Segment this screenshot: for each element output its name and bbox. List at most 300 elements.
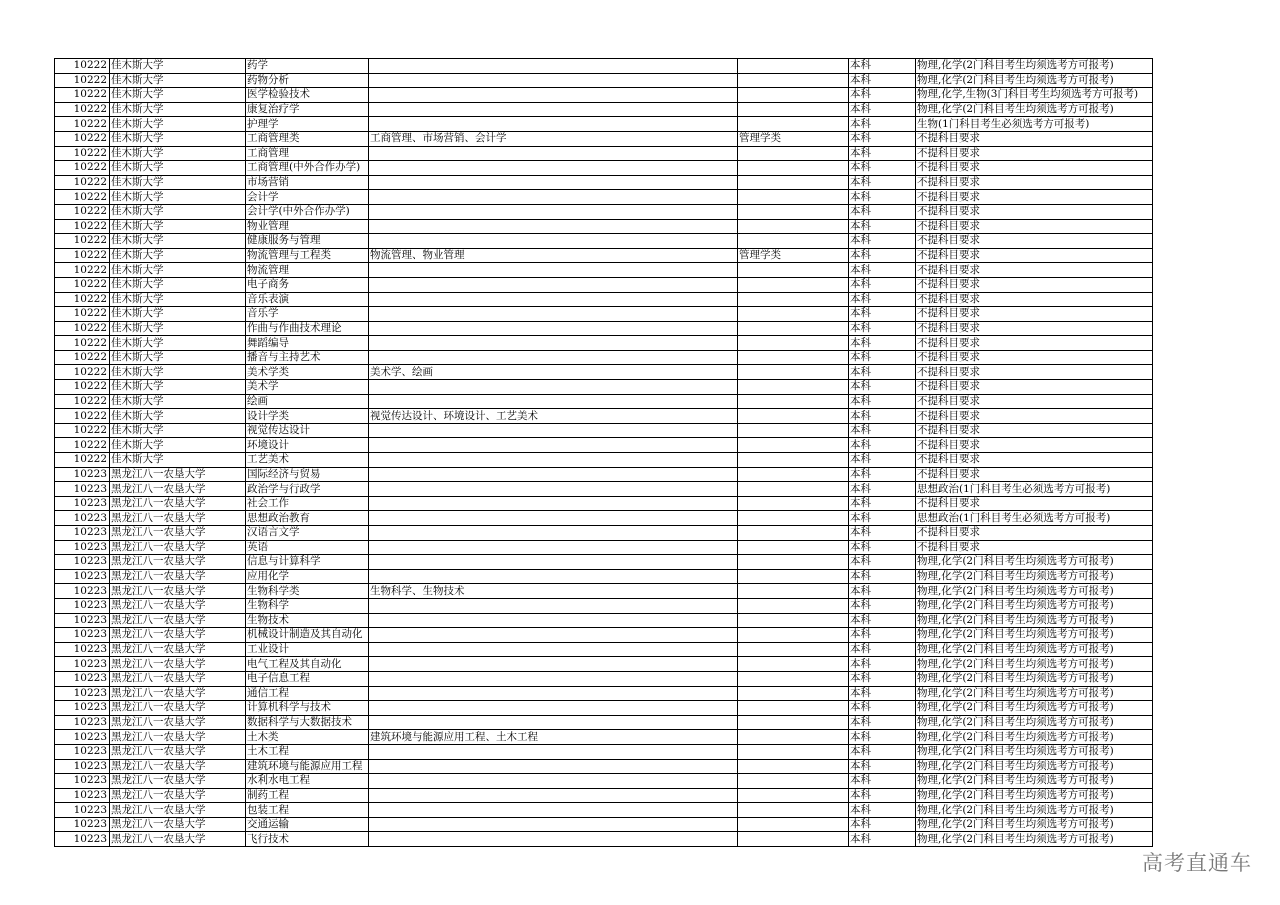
major-name-cell: 音乐表演	[246, 292, 369, 307]
included-majors-cell	[369, 453, 738, 468]
included-majors-cell	[369, 774, 738, 789]
school-name-cell: 佳木斯大学	[110, 263, 246, 278]
subject-requirement-cell: 不提科目要求	[916, 394, 1153, 409]
level-cell: 本科	[849, 744, 916, 759]
included-majors-cell	[369, 482, 738, 497]
category-cell	[738, 453, 849, 468]
school-code-cell: 10222	[55, 190, 110, 205]
subject-requirement-cell: 物理,化学(2门科目考生均须选考方可报考)	[916, 817, 1153, 832]
school-name-cell: 佳木斯大学	[110, 394, 246, 409]
level-cell: 本科	[849, 569, 916, 584]
school-name-cell: 黑龙江八一农垦大学	[110, 817, 246, 832]
category-cell	[738, 803, 849, 818]
included-majors-cell	[369, 569, 738, 584]
table-row	[55, 380, 1153, 395]
level-cell: 本科	[849, 204, 916, 219]
level-cell: 本科	[849, 715, 916, 730]
included-majors-cell	[369, 671, 738, 686]
level-cell: 本科	[849, 248, 916, 263]
subject-requirement-cell: 不提科目要求	[916, 321, 1153, 336]
school-code-cell: 10223	[55, 598, 110, 613]
category-cell	[738, 686, 849, 701]
included-majors-cell	[369, 380, 738, 395]
school-code-cell: 10222	[55, 365, 110, 380]
school-code-cell: 10223	[55, 526, 110, 541]
school-name-cell: 佳木斯大学	[110, 292, 246, 307]
table-row	[55, 788, 1153, 803]
included-majors-cell	[369, 686, 738, 701]
category-cell	[738, 88, 849, 103]
table-row	[55, 409, 1153, 424]
major-name-cell: 工商管理(中外合作办学)	[246, 161, 369, 176]
school-code-cell: 10222	[55, 321, 110, 336]
level-cell: 本科	[849, 234, 916, 249]
included-majors-cell	[369, 277, 738, 292]
included-majors-cell: 建筑环境与能源应用工程、土木工程	[369, 730, 738, 745]
subject-requirement-cell: 思想政治(1门科目考生必须选考方可报考)	[916, 511, 1153, 526]
subject-requirement-cell: 物理,化学(2门科目考生均须选考方可报考)	[916, 832, 1153, 847]
school-name-cell: 黑龙江八一农垦大学	[110, 759, 246, 774]
table-row	[55, 263, 1153, 278]
school-code-cell: 10222	[55, 117, 110, 132]
school-name-cell: 黑龙江八一农垦大学	[110, 788, 246, 803]
school-code-cell: 10222	[55, 161, 110, 176]
school-code-cell: 10223	[55, 817, 110, 832]
included-majors-cell	[369, 598, 738, 613]
school-name-cell: 黑龙江八一农垦大学	[110, 496, 246, 511]
subject-requirement-cell: 物理,化学(2门科目考生均须选考方可报考)	[916, 715, 1153, 730]
table-row	[55, 73, 1153, 88]
category-cell	[738, 569, 849, 584]
included-majors-cell	[369, 526, 738, 541]
level-cell: 本科	[849, 146, 916, 161]
school-name-cell: 佳木斯大学	[110, 277, 246, 292]
major-name-cell: 舞蹈编导	[246, 336, 369, 351]
major-name-cell: 物业管理	[246, 219, 369, 234]
major-name-cell: 电气工程及其自动化	[246, 657, 369, 672]
level-cell: 本科	[849, 336, 916, 351]
major-name-cell: 视觉传达设计	[246, 423, 369, 438]
included-majors-cell	[369, 59, 738, 74]
level-cell: 本科	[849, 774, 916, 789]
major-name-cell: 康复治疗学	[246, 102, 369, 117]
table-row	[55, 453, 1153, 468]
school-code-cell: 10223	[55, 715, 110, 730]
table-row	[55, 540, 1153, 555]
major-name-cell: 飞行技术	[246, 832, 369, 847]
table-row	[55, 744, 1153, 759]
category-cell	[738, 715, 849, 730]
included-majors-cell	[369, 307, 738, 322]
table-row	[55, 307, 1153, 322]
subject-requirement-cell: 不提科目要求	[916, 423, 1153, 438]
level-cell: 本科	[849, 788, 916, 803]
category-cell	[738, 423, 849, 438]
table-row	[55, 394, 1153, 409]
category-cell	[738, 409, 849, 424]
school-name-cell: 黑龙江八一农垦大学	[110, 715, 246, 730]
table-row	[55, 234, 1153, 249]
table-row	[55, 701, 1153, 716]
major-name-cell: 绘画	[246, 394, 369, 409]
table-row	[55, 774, 1153, 789]
level-cell: 本科	[849, 394, 916, 409]
school-code-cell: 10223	[55, 803, 110, 818]
level-cell: 本科	[849, 642, 916, 657]
included-majors-cell: 物流管理、物业管理	[369, 248, 738, 263]
school-name-cell: 佳木斯大学	[110, 175, 246, 190]
level-cell: 本科	[849, 555, 916, 570]
included-majors-cell	[369, 613, 738, 628]
subject-requirement-cell: 不提科目要求	[916, 467, 1153, 482]
school-code-cell: 10223	[55, 730, 110, 745]
subject-requirement-cell: 不提科目要求	[916, 307, 1153, 322]
level-cell: 本科	[849, 613, 916, 628]
major-name-cell: 工艺美术	[246, 453, 369, 468]
level-cell: 本科	[849, 686, 916, 701]
subject-requirement-cell: 不提科目要求	[916, 438, 1153, 453]
major-name-cell: 电子信息工程	[246, 671, 369, 686]
table-row	[55, 657, 1153, 672]
school-code-cell: 10222	[55, 204, 110, 219]
school-code-cell: 10222	[55, 175, 110, 190]
level-cell: 本科	[849, 657, 916, 672]
school-name-cell: 佳木斯大学	[110, 453, 246, 468]
school-code-cell: 10223	[55, 759, 110, 774]
category-cell	[738, 263, 849, 278]
category-cell	[738, 540, 849, 555]
table-row	[55, 146, 1153, 161]
table-row	[55, 511, 1153, 526]
school-code-cell: 10222	[55, 131, 110, 146]
subject-requirement-cell: 不提科目要求	[916, 131, 1153, 146]
level-cell: 本科	[849, 730, 916, 745]
school-code-cell: 10222	[55, 102, 110, 117]
level-cell: 本科	[849, 350, 916, 365]
table-row	[55, 628, 1153, 643]
school-code-cell: 10222	[55, 307, 110, 322]
level-cell: 本科	[849, 453, 916, 468]
school-code-cell: 10223	[55, 540, 110, 555]
included-majors-cell	[369, 292, 738, 307]
school-name-cell: 黑龙江八一农垦大学	[110, 803, 246, 818]
category-cell	[738, 628, 849, 643]
school-name-cell: 黑龙江八一农垦大学	[110, 598, 246, 613]
major-name-cell: 计算机科学与技术	[246, 701, 369, 716]
category-cell	[738, 175, 849, 190]
school-name-cell: 佳木斯大学	[110, 365, 246, 380]
level-cell: 本科	[849, 73, 916, 88]
level-cell: 本科	[849, 131, 916, 146]
category-cell	[738, 730, 849, 745]
school-name-cell: 佳木斯大学	[110, 59, 246, 74]
major-name-cell: 会计学	[246, 190, 369, 205]
level-cell: 本科	[849, 438, 916, 453]
school-code-cell: 10223	[55, 511, 110, 526]
category-cell	[738, 219, 849, 234]
subject-requirement-cell: 不提科目要求	[916, 336, 1153, 351]
category-cell	[738, 511, 849, 526]
level-cell: 本科	[849, 540, 916, 555]
table-row	[55, 671, 1153, 686]
included-majors-cell	[369, 788, 738, 803]
table-row	[55, 555, 1153, 570]
school-name-cell: 黑龙江八一农垦大学	[110, 657, 246, 672]
category-cell	[738, 642, 849, 657]
school-name-cell: 佳木斯大学	[110, 438, 246, 453]
category-cell	[738, 59, 849, 74]
major-name-cell: 工业设计	[246, 642, 369, 657]
subject-requirement-cell: 物理,化学(2门科目考生均须选考方可报考)	[916, 555, 1153, 570]
school-code-cell: 10222	[55, 88, 110, 103]
school-name-cell: 黑龙江八一农垦大学	[110, 774, 246, 789]
school-code-cell: 10222	[55, 350, 110, 365]
school-name-cell: 佳木斯大学	[110, 321, 246, 336]
included-majors-cell	[369, 321, 738, 336]
subject-requirement-cell: 不提科目要求	[916, 496, 1153, 511]
included-majors-cell	[369, 540, 738, 555]
table-row	[55, 730, 1153, 745]
included-majors-cell	[369, 496, 738, 511]
level-cell: 本科	[849, 161, 916, 176]
category-cell: 管理学类	[738, 248, 849, 263]
level-cell: 本科	[849, 307, 916, 322]
school-name-cell: 黑龙江八一农垦大学	[110, 482, 246, 497]
major-name-cell: 音乐学	[246, 307, 369, 322]
included-majors-cell	[369, 744, 738, 759]
table-row	[55, 175, 1153, 190]
subject-requirement-cell: 物理,化学(2门科目考生均须选考方可报考)	[916, 613, 1153, 628]
major-name-cell: 医学检验技术	[246, 88, 369, 103]
major-name-cell: 包装工程	[246, 803, 369, 818]
level-cell: 本科	[849, 175, 916, 190]
school-name-cell: 佳木斯大学	[110, 307, 246, 322]
school-code-cell: 10223	[55, 701, 110, 716]
included-majors-cell: 美术学、绘画	[369, 365, 738, 380]
category-cell	[738, 190, 849, 205]
school-code-cell: 10223	[55, 555, 110, 570]
category-cell	[738, 438, 849, 453]
school-code-cell: 10222	[55, 277, 110, 292]
major-name-cell: 英语	[246, 540, 369, 555]
subject-requirement-cell: 物理,化学(2门科目考生均须选考方可报考)	[916, 102, 1153, 117]
major-name-cell: 生物技术	[246, 613, 369, 628]
school-name-cell: 佳木斯大学	[110, 131, 246, 146]
subject-requirement-cell: 物理,化学(2门科目考生均须选考方可报考)	[916, 671, 1153, 686]
major-name-cell: 美术学	[246, 380, 369, 395]
category-cell	[738, 277, 849, 292]
subject-requirement-cell: 物理,化学,生物(3门科目考生均须选考方可报考)	[916, 88, 1153, 103]
category-cell	[738, 788, 849, 803]
table-row	[55, 350, 1153, 365]
major-name-cell: 机械设计制造及其自动化	[246, 628, 369, 643]
level-cell: 本科	[849, 496, 916, 511]
school-code-cell: 10223	[55, 569, 110, 584]
level-cell: 本科	[849, 467, 916, 482]
level-cell: 本科	[849, 365, 916, 380]
level-cell: 本科	[849, 117, 916, 132]
included-majors-cell	[369, 628, 738, 643]
major-name-cell: 电子商务	[246, 277, 369, 292]
category-cell	[738, 350, 849, 365]
category-cell	[738, 598, 849, 613]
included-majors-cell	[369, 394, 738, 409]
school-code-cell: 10223	[55, 744, 110, 759]
major-name-cell: 生物科学	[246, 598, 369, 613]
category-cell	[738, 307, 849, 322]
included-majors-cell	[369, 102, 738, 117]
table-row	[55, 817, 1153, 832]
subject-requirement-cell: 不提科目要求	[916, 248, 1153, 263]
major-name-cell: 信息与计算科学	[246, 555, 369, 570]
category-cell	[738, 365, 849, 380]
subject-requirement-cell: 物理,化学(2门科目考生均须选考方可报考)	[916, 803, 1153, 818]
level-cell: 本科	[849, 511, 916, 526]
school-code-cell: 10222	[55, 234, 110, 249]
school-code-cell: 10222	[55, 380, 110, 395]
major-name-cell: 物流管理与工程类	[246, 248, 369, 263]
major-name-cell: 制药工程	[246, 788, 369, 803]
major-name-cell: 会计学(中外合作办学)	[246, 204, 369, 219]
category-cell	[738, 774, 849, 789]
table-row	[55, 832, 1153, 847]
major-name-cell: 交通运输	[246, 817, 369, 832]
level-cell: 本科	[849, 817, 916, 832]
major-name-cell: 社会工作	[246, 496, 369, 511]
level-cell: 本科	[849, 759, 916, 774]
school-code-cell: 10222	[55, 59, 110, 74]
school-name-cell: 佳木斯大学	[110, 423, 246, 438]
school-code-cell: 10223	[55, 613, 110, 628]
table-body	[55, 59, 1153, 847]
included-majors-cell	[369, 467, 738, 482]
level-cell: 本科	[849, 321, 916, 336]
category-cell	[738, 701, 849, 716]
school-code-cell: 10223	[55, 671, 110, 686]
subject-requirement-cell: 不提科目要求	[916, 540, 1153, 555]
subject-requirement-cell: 物理,化学(2门科目考生均须选考方可报考)	[916, 642, 1153, 657]
subject-requirement-cell: 物理,化学(2门科目考生均须选考方可报考)	[916, 788, 1153, 803]
school-name-cell: 佳木斯大学	[110, 336, 246, 351]
school-name-cell: 佳木斯大学	[110, 350, 246, 365]
level-cell: 本科	[849, 526, 916, 541]
school-name-cell: 佳木斯大学	[110, 219, 246, 234]
included-majors-cell	[369, 204, 738, 219]
school-name-cell: 黑龙江八一农垦大学	[110, 540, 246, 555]
subject-requirement-cell: 生物(1门科目考生必须选考方可报考)	[916, 117, 1153, 132]
school-code-cell: 10222	[55, 263, 110, 278]
table-row	[55, 248, 1153, 263]
major-name-cell: 工商管理	[246, 146, 369, 161]
table-row	[55, 613, 1153, 628]
category-cell	[738, 394, 849, 409]
school-code-cell: 10223	[55, 657, 110, 672]
category-cell	[738, 161, 849, 176]
school-code-cell: 10222	[55, 438, 110, 453]
level-cell: 本科	[849, 584, 916, 599]
category-cell	[738, 817, 849, 832]
included-majors-cell	[369, 555, 738, 570]
school-code-cell: 10222	[55, 336, 110, 351]
included-majors-cell	[369, 175, 738, 190]
level-cell: 本科	[849, 832, 916, 847]
major-name-cell: 美术学类	[246, 365, 369, 380]
category-cell	[738, 584, 849, 599]
category-cell	[738, 657, 849, 672]
subject-requirement-cell: 物理,化学(2门科目考生均须选考方可报考)	[916, 59, 1153, 74]
subject-requirement-cell: 物理,化学(2门科目考生均须选考方可报考)	[916, 628, 1153, 643]
level-cell: 本科	[849, 803, 916, 818]
category-cell	[738, 380, 849, 395]
school-name-cell: 黑龙江八一农垦大学	[110, 744, 246, 759]
category-cell	[738, 526, 849, 541]
major-name-cell: 生物科学类	[246, 584, 369, 599]
included-majors-cell	[369, 350, 738, 365]
school-code-cell: 10222	[55, 423, 110, 438]
table-row	[55, 526, 1153, 541]
school-name-cell: 佳木斯大学	[110, 234, 246, 249]
subject-requirement-cell: 物理,化学(2门科目考生均须选考方可报考)	[916, 73, 1153, 88]
major-name-cell: 土木类	[246, 730, 369, 745]
school-code-cell: 10222	[55, 146, 110, 161]
subject-requirement-cell: 物理,化学(2门科目考生均须选考方可报考)	[916, 598, 1153, 613]
table-row	[55, 365, 1153, 380]
major-name-cell: 应用化学	[246, 569, 369, 584]
watermark: 高考直通车	[1142, 851, 1252, 875]
category-cell	[738, 336, 849, 351]
category-cell	[738, 117, 849, 132]
major-name-cell: 工商管理类	[246, 131, 369, 146]
category-cell	[738, 73, 849, 88]
subject-requirement-cell: 物理,化学(2门科目考生均须选考方可报考)	[916, 730, 1153, 745]
category-cell	[738, 671, 849, 686]
school-name-cell: 佳木斯大学	[110, 190, 246, 205]
level-cell: 本科	[849, 701, 916, 716]
included-majors-cell: 视觉传达设计、环境设计、工艺美术	[369, 409, 738, 424]
included-majors-cell: 工商管理、市场营销、会计学	[369, 131, 738, 146]
level-cell: 本科	[849, 292, 916, 307]
major-name-cell: 建筑环境与能源应用工程	[246, 759, 369, 774]
school-name-cell: 黑龙江八一农垦大学	[110, 686, 246, 701]
subject-requirement-cell: 思想政治(1门科目考生必须选考方可报考)	[916, 482, 1153, 497]
level-cell: 本科	[849, 423, 916, 438]
table-row	[55, 321, 1153, 336]
included-majors-cell	[369, 161, 738, 176]
major-name-cell: 环境设计	[246, 438, 369, 453]
included-majors-cell	[369, 190, 738, 205]
major-name-cell: 水利水电工程	[246, 774, 369, 789]
table-row	[55, 88, 1153, 103]
school-name-cell: 黑龙江八一农垦大学	[110, 555, 246, 570]
major-name-cell: 思想政治教育	[246, 511, 369, 526]
level-cell: 本科	[849, 380, 916, 395]
category-cell	[738, 496, 849, 511]
level-cell: 本科	[849, 88, 916, 103]
subject-requirement-cell: 不提科目要求	[916, 146, 1153, 161]
table-row	[55, 584, 1153, 599]
school-code-cell: 10223	[55, 642, 110, 657]
school-name-cell: 黑龙江八一农垦大学	[110, 832, 246, 847]
subject-requirement-cell: 不提科目要求	[916, 409, 1153, 424]
included-majors-cell	[369, 423, 738, 438]
table-row	[55, 336, 1153, 351]
school-code-cell: 10222	[55, 453, 110, 468]
included-majors-cell	[369, 146, 738, 161]
subject-requirement-cell: 不提科目要求	[916, 526, 1153, 541]
category-cell	[738, 146, 849, 161]
included-majors-cell	[369, 803, 738, 818]
included-majors-cell	[369, 336, 738, 351]
